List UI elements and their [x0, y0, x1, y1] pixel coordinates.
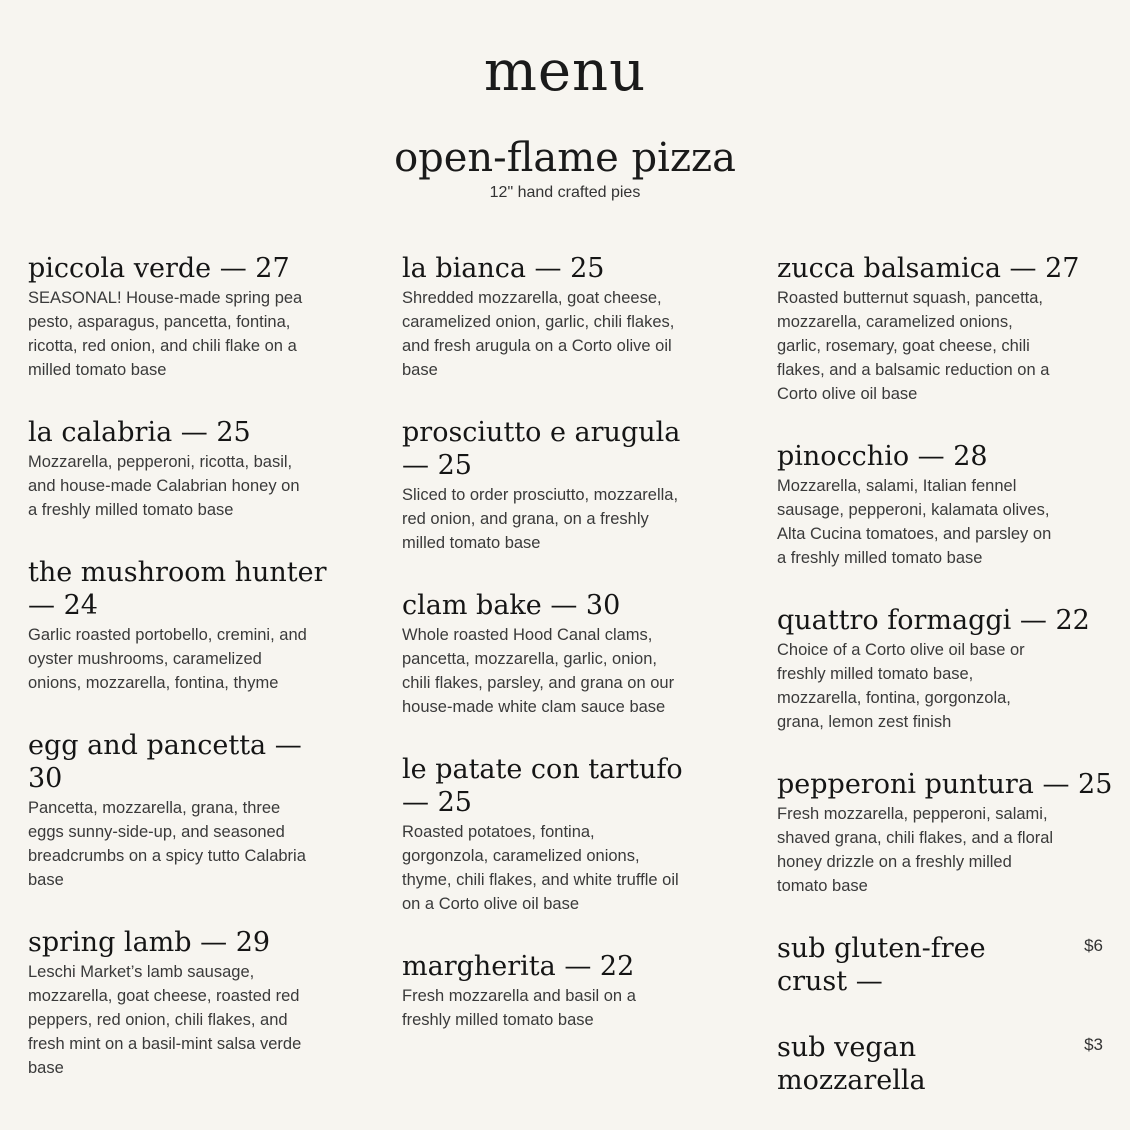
menu-item-description: Mozzarella, pepperoni, ricotta, basil, and house-made Calabrian honey on a freshly milled tomato base: [28, 453, 300, 519]
menu-item: [402, 252, 714, 382]
menu-item-description: Garlic roasted portobello, cremini, and oyster mushrooms, caramelized onions, mozzarella, fontina, thyme: [28, 626, 307, 692]
menu-item: [777, 252, 1117, 406]
menu-item-name: prosciutto e arugula — 25: [402, 417, 681, 481]
menu-item-description: Choice of a Corto olive oil base or freshly milled tomato base, mozzarella, fontina, gorgonzola, grana, lemon zest finish: [777, 641, 1025, 731]
section-subtitle: 12" hand crafted pies: [489, 184, 641, 201]
menu-item-name: le patate con tartufo — 25: [402, 754, 683, 818]
menu-item-description: Roasted potatoes, fontina, gorgonzola, caramelized onions, thyme, chili flakes, and white truffle oil on a Corto olive oil base: [402, 823, 679, 913]
menu-item: [28, 926, 338, 1080]
menu-item: [402, 589, 714, 719]
menu-item-name: zucca balsamica — 27: [777, 253, 1080, 284]
menu-item: [28, 252, 338, 382]
menu-item-name: pepperoni puntura — 25: [777, 769, 1113, 800]
menu-item: [28, 729, 338, 892]
addon-name: sub vegan mozzarella: [777, 1032, 926, 1096]
menu-item-description: Whole roasted Hood Canal clams, pancetta, mozzarella, garlic, onion, chili flakes, parsley, and grana on our house-made white clam sauce base: [402, 626, 675, 716]
menu-item: [777, 440, 1117, 570]
menu-column-1: [28, 252, 338, 1114]
menu-item: [402, 950, 714, 1032]
menu-item-description: Sliced to order prosciutto, mozzarella, red onion, and grana, on a freshly milled tomato base: [402, 486, 679, 552]
section-title: open-flame pizza: [394, 135, 736, 181]
menu-item-description: Pancetta, mozzarella, grana, three eggs sunny-side-up, and seasoned breadcrumbs on a spicy tutto Calabria base: [28, 799, 306, 889]
menu-column-3: [777, 252, 1117, 1130]
menu-item-name: pinocchio — 28: [777, 441, 988, 472]
menu-item-name: margherita — 22: [402, 951, 635, 982]
menu-item: [402, 416, 714, 555]
addon-price: $3: [1084, 1035, 1103, 1054]
menu-item: [28, 416, 338, 522]
menu-column-2: [402, 252, 714, 1066]
menu-item-description: Shredded mozzarella, goat cheese, caramelized onion, garlic, chili flakes, and fresh arugula on a Corto olive oil base: [402, 289, 675, 379]
menu-item-name: egg and pancetta — 30: [28, 730, 302, 794]
menu-item-name: clam bake — 30: [402, 590, 621, 621]
menu-item-description: SEASONAL! House-made spring pea pesto, asparagus, pancetta, fontina, ricotta, red onion, and chili flake on a milled tomato base: [28, 289, 303, 379]
menu-item-description: Fresh mozzarella, pepperoni, salami, shaved grana, chili flakes, and a floral honey drizzle on a freshly milled tomato base: [777, 805, 1054, 895]
addon-item: [777, 932, 1103, 999]
menu-item-description: Mozzarella, salami, Italian fennel sausage, pepperoni, kalamata olives, Alta Cucina tomatoes, and parsley on a freshly milled tomato base: [777, 477, 1052, 567]
menu-item-name: la calabria — 25: [28, 417, 251, 448]
addon-name: sub gluten-free crust —: [777, 933, 986, 997]
menu-item-name: quattro formaggi — 22: [777, 605, 1090, 636]
menu-item: [777, 768, 1117, 898]
menu-item: [402, 753, 714, 916]
menu-item: [28, 556, 338, 695]
menu-item-description: Roasted butternut squash, pancetta, mozzarella, caramelized onions, garlic, rosemary, goat cheese, chili flakes, and a balsamic reduction on a Corto olive oil base: [777, 289, 1050, 403]
menu-item-name: the mushroom hunter — 24: [28, 557, 327, 621]
page-title: menu: [483, 39, 647, 104]
menu-item-name: spring lamb — 29: [28, 927, 271, 958]
addon-price: $6: [1084, 936, 1103, 955]
menu-item-description: Fresh mozzarella and basil on a freshly milled tomato base: [402, 987, 636, 1029]
menu-item-name: piccola verde — 27: [28, 253, 290, 284]
addon-item: [777, 1031, 1103, 1098]
menu-item-name: la bianca — 25: [402, 253, 605, 284]
menu-item-description: Leschi Market’s lamb sausage, mozzarella, goat cheese, roasted red peppers, red onion, chili flakes, and fresh mint on a basil-mint salsa verde base: [28, 963, 302, 1077]
menu-item: [777, 604, 1117, 734]
